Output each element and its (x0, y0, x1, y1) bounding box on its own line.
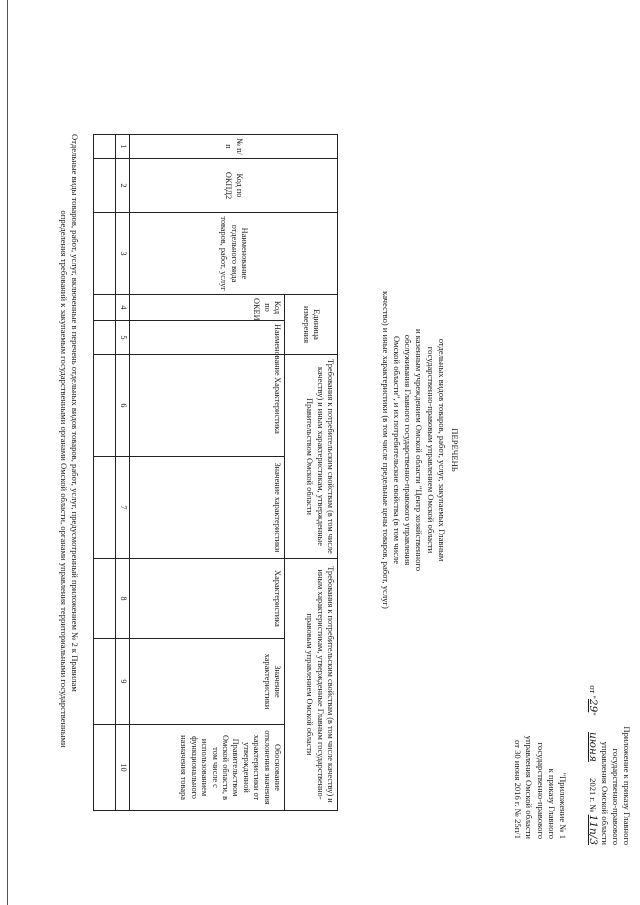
column-number: 5 (116, 321, 130, 355)
column-number: 1 (116, 135, 130, 159)
appendix-date (587, 615, 598, 845)
table-cell (94, 559, 116, 639)
header-unit-code: Код по ОКЕИ (130, 295, 285, 321)
header-okpd2: Код по ОКПД2 (130, 159, 338, 213)
footnote-line: Отдельные виды товаров, работ, услуг, включенные в перечень отдельных видов товаров, работ, услуг, предусмотренный приложением № 2 к Правилам (70, 134, 80, 692)
date-month: июня (587, 732, 600, 762)
date-number: 11п/3 (587, 814, 600, 845)
table-cell (94, 213, 116, 295)
title-line: отдельных видов товаров, работ, услуг, закупаемых Главным (436, 338, 447, 562)
appendix-line: управления Омской области (599, 741, 610, 845)
table-cell (94, 457, 116, 559)
header-dept-val: Значение характеристики (130, 639, 285, 725)
table-cell (94, 639, 116, 725)
column-number: 9 (116, 639, 130, 725)
title-line: государственно-правовым управлением Омской области (425, 346, 436, 554)
header-unit: Единица измерения (285, 295, 338, 355)
column-number-row (116, 135, 130, 811)
goods-table (93, 134, 338, 811)
header-unit-name: Наименование (130, 321, 285, 355)
appendix-line: государственно-правового (610, 748, 621, 845)
column-number: 3 (116, 213, 130, 295)
header-gov-req: Требования к потребительским свойствам (в том числе качеству) и иным характеристикам, утвержденные Правительством Омской области (285, 355, 338, 559)
header-row (285, 135, 338, 811)
table-cell (94, 159, 116, 213)
column-number: 7 (116, 457, 130, 559)
date-prefix: от " (588, 685, 599, 699)
appendix-block (587, 615, 632, 845)
header-dept-req: Требования к потребительским свойствам (в том числе качеству) и иным характеристикам, утвержденные Главным государственно-правовым управлением Омской области (285, 559, 338, 811)
date-year: 2021 г. № (588, 778, 599, 813)
table-cell (94, 725, 116, 811)
title-line: качество) и иные характеристики (в том числе предельные цены товаров, работ, услуг) (380, 291, 391, 609)
footnote-block (58, 134, 80, 824)
table-cell (94, 355, 116, 457)
page-edge-line (7, 0, 8, 905)
sub-appendix-line: "Приложение № 1 (558, 772, 568, 839)
table-cell (94, 135, 116, 159)
sub-appendix-line: управления Омской области (524, 735, 535, 839)
header-gov-char: Характеристика (130, 355, 285, 457)
column-number: 8 (116, 559, 130, 639)
column-number: 2 (116, 159, 130, 213)
header-name: Наименование отдельного вида товаров, работ, услуг (130, 213, 338, 295)
table-row (94, 135, 116, 811)
title-block (380, 270, 460, 630)
date-day: 29 (587, 698, 600, 713)
title-line: обслуживания Главного государственно-правового управления (403, 334, 414, 566)
column-number: 4 (116, 295, 130, 321)
sub-appendix-line: к приказу Главного (546, 768, 557, 839)
date-mid: " (588, 712, 599, 716)
header-gov-val: Значение характеристики (130, 457, 285, 559)
table-cell (94, 321, 116, 355)
header-dept-char: Характеристика (130, 559, 285, 639)
header-num: № п/п (130, 135, 338, 159)
column-number: 6 (116, 355, 130, 457)
appendix-line: Приложение к приказу Главного (622, 726, 632, 845)
sub-appendix-block (512, 639, 568, 839)
footnote-line: определения требований к закупаемым государственными органами Омской области, органами управления территориальными государственными (58, 210, 69, 748)
title-heading: ПЕРЕЧЕНЬ (450, 428, 460, 472)
title-line: и казенным учреждением Омской области "Центр хозяйственного (414, 328, 425, 572)
title-line: Омской области", и их потребительские свойства (в том числе (391, 335, 402, 565)
header-dept-reason: Обоснование отклонения значения характеристики от утвержденной Правительством Омской области, в том числе с использованием функционального назначения товара (130, 725, 285, 811)
table-cell (94, 295, 116, 321)
column-number: 10 (116, 725, 130, 811)
sub-appendix-line: от 30 июня 2016 г. № 25п/1 (513, 740, 524, 839)
sub-appendix-line: государственно-правового (535, 742, 546, 839)
